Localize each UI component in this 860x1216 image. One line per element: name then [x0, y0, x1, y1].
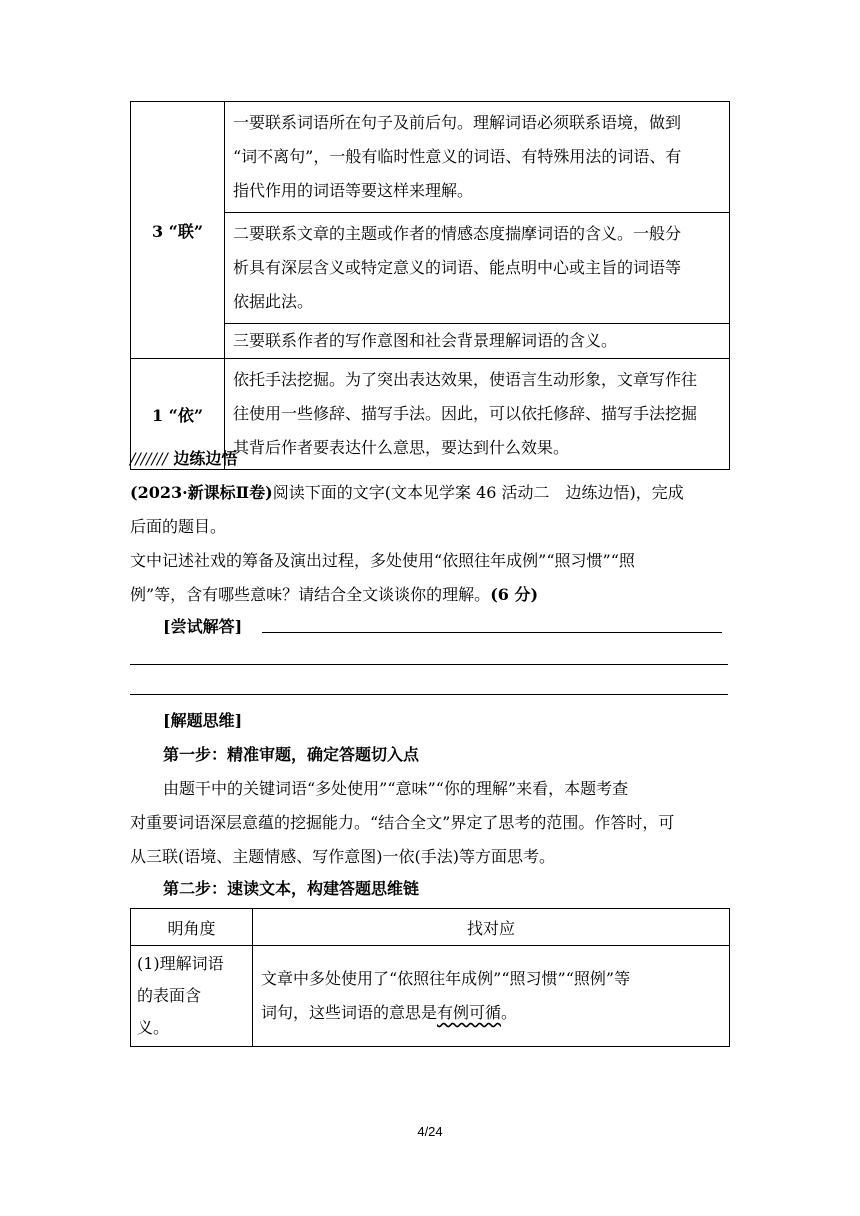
- step2-heading: 第二步：速读文本，构建答题思维链: [163, 879, 420, 898]
- page-number: 4/24: [417, 1124, 443, 1139]
- slash-marker: ///////: [130, 449, 168, 468]
- practice-heading: /////// 边练边悟: [130, 449, 238, 468]
- method-cell: 依托手法挖掘。为了突出表达效果，使语言生动形象，文章写作往 往使用一些修辞、描写手法。因此，可以依托修辞、描写手法挖掘 其背后作者要表达什么意思，要达到什么效果。: [225, 359, 730, 470]
- source-tag: (2023·新课标Ⅱ卷): [130, 483, 273, 502]
- practice-intro: (2023·新课标Ⅱ卷)阅读下面的文字(文本见学案 46 活动二 边练边悟)，完成: [130, 483, 684, 502]
- thinking-chain-table: [130, 908, 730, 1047]
- angle-cell: (1)理解词语 的表面含 义。: [131, 946, 253, 1047]
- thinking-paragraph: 从三联(语境、主题情感、写作意图)一依(手法)等方面思考。: [130, 847, 555, 866]
- answer-line[interactable]: [130, 694, 728, 695]
- method-cell: 三要联系作者的写作意图和社会背景理解词语的含义。: [225, 324, 730, 359]
- attempt-label: [尝试解答]: [163, 617, 243, 636]
- question-line-2: 例”等，含有哪些意味？请结合全文谈谈你的理解。(6 分): [130, 585, 539, 604]
- practice-intro-2: 后面的题目。: [130, 517, 227, 536]
- method-cell: 二要联系文章的主题或作者的情感态度揣摩词语的含义。一般分 析具有深层含义或特定意义的词语、能点明中心或主旨的词语等 依据此法。: [225, 213, 730, 324]
- thinking-paragraph: 由题干中的关键词语“多处使用”“意味”“你的理解”来看，本题考查: [163, 779, 629, 798]
- thinking-heading: [解题思维]: [163, 711, 243, 730]
- answer-line[interactable]: [130, 664, 728, 665]
- method-label-yi: 1 “依”: [131, 359, 225, 470]
- method-table: [130, 101, 730, 470]
- answer-line[interactable]: [262, 632, 722, 633]
- question-line-1: 文中记述社戏的筹备及演出过程，多处使用“依照往年成例”“照习惯”“照: [130, 551, 635, 570]
- key-phrase: 有例可循: [437, 1003, 502, 1022]
- match-cell: 文章中多处使用了“依照往年成例”“照习惯”“照例”等 词句，这些词语的意思是有例可循。: [253, 946, 730, 1047]
- thinking-paragraph: 对重要词语深层意蕴的挖掘能力。“结合全文”界定了思考的范围。作答时，可: [130, 813, 675, 832]
- method-label-lian: 3 “联”: [131, 102, 225, 359]
- method-cell: 一要联系词语所在句子及前后句。理解词语必须联系语境，做到 “词不离句”，一般有临时性意义的词语、有特殊用法的词语、有 指代作用的词语等要这样来理解。: [225, 102, 730, 213]
- step1-heading: 第一步：精准审题，确定答题切入点: [163, 745, 420, 764]
- col-header-angle: 明角度: [131, 909, 253, 946]
- col-header-match: 找对应: [253, 909, 730, 946]
